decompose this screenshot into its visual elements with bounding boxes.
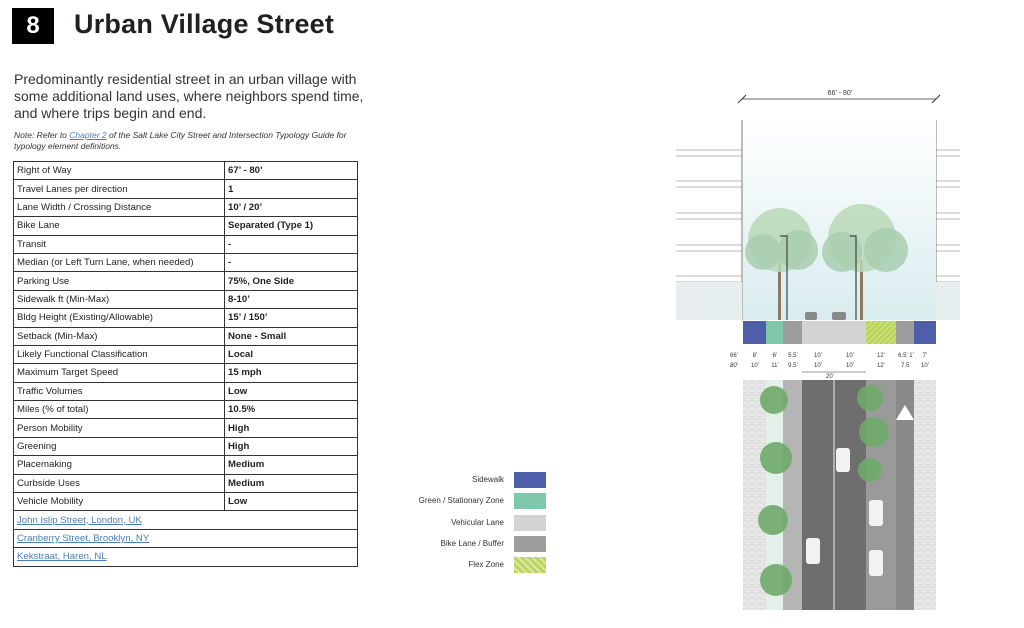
table-row [14, 162, 358, 180]
legend-label: Bike Lane / Buffer [440, 538, 504, 548]
row-label: Traffic Volumes [14, 382, 225, 400]
width-max: 10’ [920, 363, 930, 369]
row-label: Vehicle Mobility [14, 493, 225, 511]
width-min: 12’ [876, 353, 886, 359]
row-min-label: 66’ [729, 353, 739, 359]
chapter-link[interactable]: Chapter 2 [69, 130, 107, 140]
row-value: Low [225, 493, 358, 511]
row-label: Sidewalk ft (Min-Max) [14, 290, 225, 308]
legend-swatch [514, 515, 546, 531]
width-min: 8’ [752, 353, 758, 359]
section-strip [743, 321, 936, 344]
car-icon [832, 312, 846, 320]
row-value: Medium [225, 474, 358, 492]
legend-item [404, 555, 546, 576]
row-label: Bldg Height (Existing/Allowable) [14, 309, 225, 327]
width-min: 10’ [813, 353, 823, 359]
crossing-label: 20’ [825, 374, 835, 380]
right-building [936, 120, 960, 320]
table-row [14, 272, 358, 290]
table-row [14, 290, 358, 308]
example-link[interactable]: John Islip Street, London, UK [14, 511, 358, 529]
note [14, 130, 364, 152]
table-row [14, 456, 358, 474]
legend [404, 470, 546, 576]
legend-item [404, 513, 546, 534]
table-row [14, 235, 358, 253]
legend-label: Flex Zone [468, 560, 504, 570]
legend-label: Sidewalk [471, 475, 504, 484]
row-value: 75%, One Side [225, 272, 358, 290]
row-label: Person Mobility [14, 419, 225, 437]
row-label: Greening [14, 437, 225, 455]
table-row [14, 401, 358, 419]
row-label: Parking Use [14, 272, 225, 290]
row-label: Right of Way [14, 162, 225, 180]
table-row [14, 253, 358, 271]
row-value: 1 [225, 180, 358, 198]
table-row [14, 419, 358, 437]
width-max: 7.5’ [901, 363, 911, 369]
example-row [14, 511, 358, 529]
row-dimension [738, 88, 940, 103]
legend-label: Green / Stationary Zone [418, 496, 504, 506]
row-label: Placemaking [14, 456, 225, 474]
row-label: Lane Width / Crossing Distance [14, 198, 225, 216]
car-icon [869, 550, 883, 576]
plan-view [743, 380, 936, 610]
legend-swatch [514, 472, 546, 488]
table-row [14, 493, 358, 511]
row-value: 10’ / 20’ [225, 198, 358, 216]
row-label: Bike Lane [14, 217, 225, 235]
row-value: - [225, 253, 358, 271]
row-label: Likely Functional Classification [14, 345, 225, 363]
section-number: 8 [12, 8, 54, 44]
legend-item [404, 470, 546, 491]
street-section-diagram [660, 80, 960, 614]
row-value: None - Small [225, 327, 358, 345]
typology-table [13, 161, 358, 567]
table-row [14, 474, 358, 492]
example-row [14, 529, 358, 547]
table-row [14, 217, 358, 235]
table-row [14, 345, 358, 363]
row-value: 8-10’ [225, 290, 358, 308]
table-row [14, 180, 358, 198]
legend-swatch [514, 557, 546, 573]
width-min: 6.5’ 1’ [898, 353, 914, 359]
car-icon [836, 448, 850, 472]
legend-label: Vehicular Lane [451, 517, 504, 527]
width-min: 10’ [845, 353, 855, 359]
row-label: Transit [14, 235, 225, 253]
legend-swatch [514, 536, 546, 552]
width-max: 10’ [813, 363, 823, 369]
row-label: Median (or Left Turn Lane, when needed) [14, 253, 225, 271]
row-value: 67’ - 80’ [225, 162, 358, 180]
row-label: Miles (% of total) [14, 401, 225, 419]
row-width-label: 66’ - 80’ [827, 90, 853, 97]
car-icon [805, 312, 817, 320]
table-row [14, 198, 358, 216]
car-icon [869, 500, 883, 526]
row-label: Curbside Uses [14, 474, 225, 492]
width-max: 11’ [771, 363, 779, 369]
legend-item [404, 534, 546, 555]
row-value: High [225, 437, 358, 455]
row-value: Medium [225, 456, 358, 474]
table-row [14, 382, 358, 400]
row-value: Low [225, 382, 358, 400]
row-value: - [225, 235, 358, 253]
row-label: Setback (Min-Max) [14, 327, 225, 345]
row-value: 15 mph [225, 364, 358, 382]
note-prefix: Note: Refer to [14, 130, 70, 140]
lane-width-labels [730, 353, 929, 380]
row-max-label: 80’ [729, 363, 739, 369]
street-scene [743, 120, 936, 320]
example-link[interactable]: Kekstraat, Haren, NL [14, 548, 358, 566]
legend-item [404, 491, 546, 512]
width-max: 12’ [876, 363, 886, 369]
left-building [676, 120, 742, 320]
table-row [14, 364, 358, 382]
table-row [14, 437, 358, 455]
row-value: Separated (Type 1) [225, 217, 358, 235]
width-min: 6’ [772, 353, 778, 359]
legend-swatch [514, 493, 546, 509]
example-row [14, 548, 358, 566]
row-value: 10.5% [225, 401, 358, 419]
width-max: 10’ [845, 363, 855, 369]
row-value: High [225, 419, 358, 437]
table-row [14, 309, 358, 327]
row-value: 15’ / 150’ [225, 309, 358, 327]
intro-text: Predominantly residential street in an urban village with some additional land uses, where neighbors spend time, and where trips begin and end. [14, 71, 364, 121]
row-label: Maximum Target Speed [14, 364, 225, 382]
width-max: 9.5’ [788, 363, 798, 369]
width-min: 5.5’ [788, 353, 798, 359]
width-max: 10’ [750, 363, 760, 369]
row-label: Travel Lanes per direction [14, 180, 225, 198]
page-title: Urban Village Street [74, 9, 335, 39]
row-value: Local [225, 345, 358, 363]
car-icon [806, 538, 820, 564]
table-row [14, 327, 358, 345]
example-link[interactable]: Cranberry Street, Brooklyn, NY [14, 529, 358, 547]
note-suffix: of the Salt Lake City Street and Intersection Typology Guide for typology element definitions. [14, 130, 347, 151]
width-min: 7’ [922, 353, 928, 359]
